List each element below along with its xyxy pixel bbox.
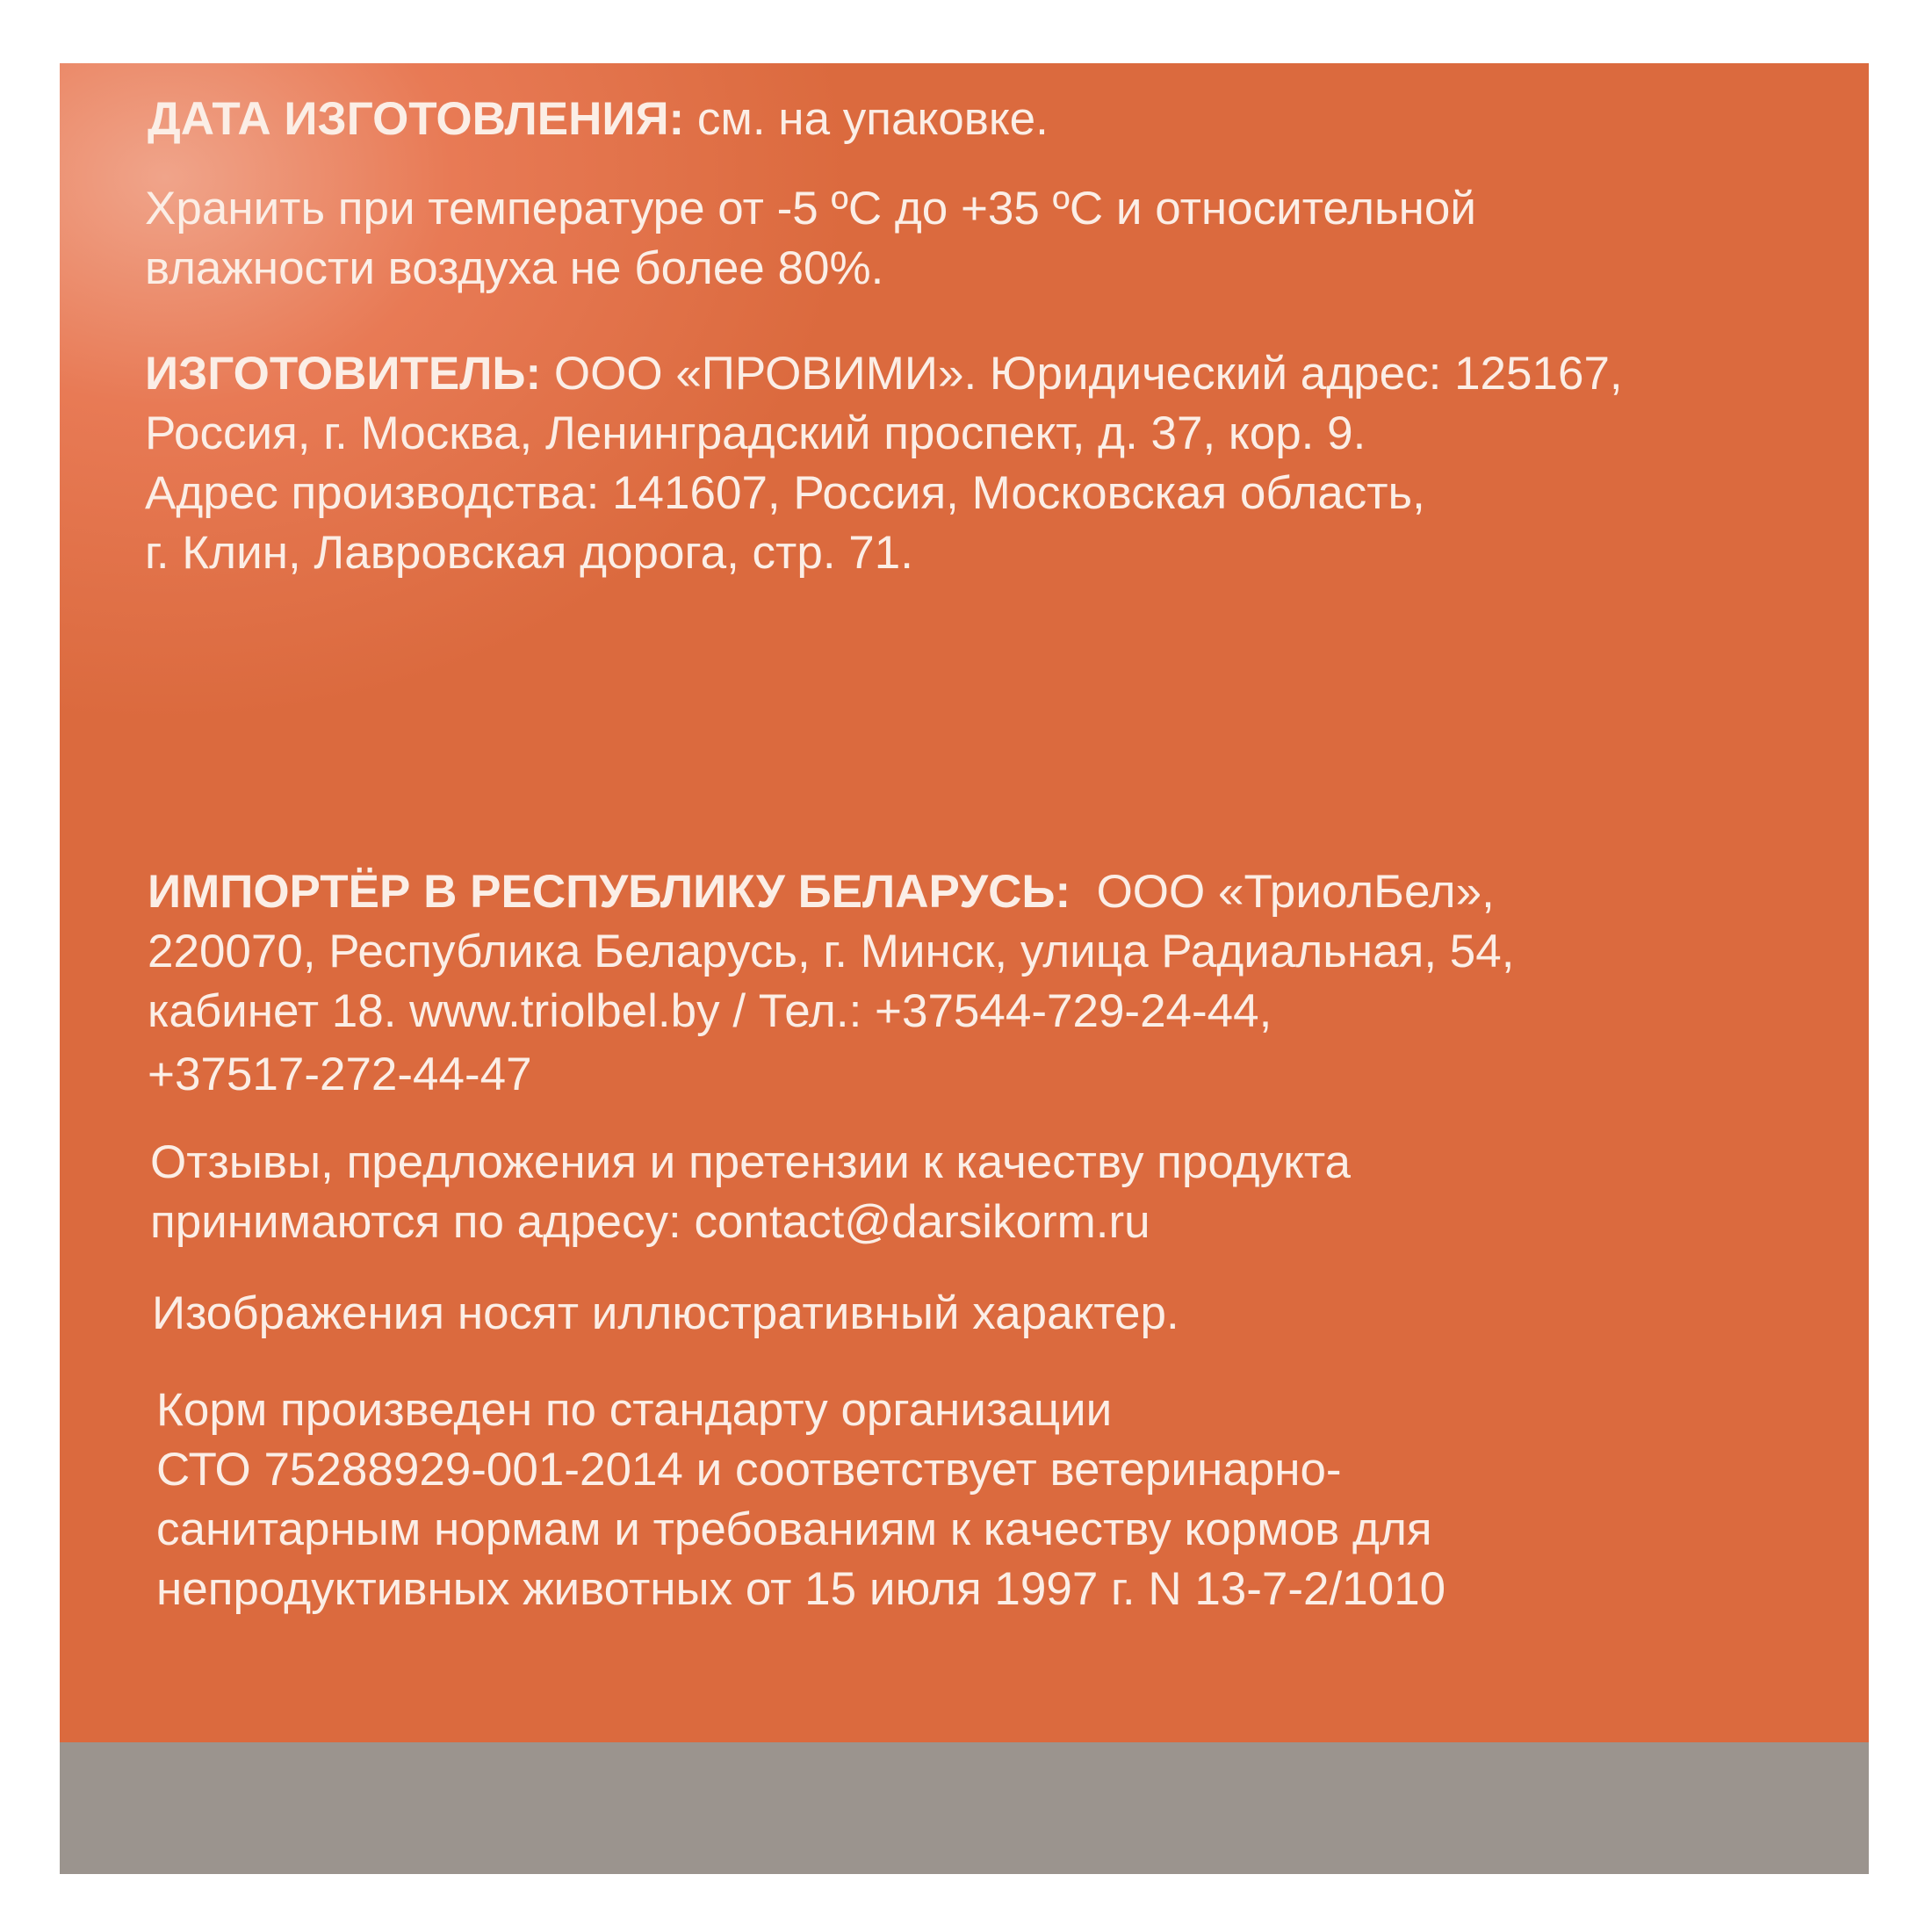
- manufacturer-line-1: ООО «ПРОВИМИ». Юридический адрес: 125167,: [541, 348, 1623, 400]
- storage-line-2: влажности воздуха не более 80%.: [145, 242, 884, 294]
- storage-paragraph: [145, 179, 1813, 299]
- storage-line-1: Хранить при температуре от -5 ºС до +35 ºС и относительной: [145, 183, 1476, 234]
- production-date-label: ДАТА ИЗГОТОВЛЕНИЯ:: [148, 93, 685, 145]
- standard-line-4: непродуктивных животных от 15 июля 1997 г. N 13-7-2/1010: [156, 1563, 1446, 1615]
- importer-first-line: [148, 862, 1860, 922]
- standard-paragraph: [156, 1381, 1869, 1619]
- feedback-paragraph: [150, 1133, 1819, 1252]
- importer-label: ИМПОРТЁР В РЕСПУБЛИКУ БЕЛАРУСЬ:: [148, 866, 1071, 918]
- importer-line-1: ООО «ТриолБел»,: [1071, 866, 1495, 918]
- manufacturer-label: ИЗГОТОВИТЕЛЬ:: [145, 348, 542, 400]
- production-date-value: см. на упаковке.: [684, 93, 1049, 145]
- standard-line-2: СТО 75288929-001-2014 и соответствует ветеринарно-: [156, 1444, 1342, 1496]
- manufacturer-paragraph: [145, 344, 1857, 583]
- importer-line-3: кабинет 18. www.triolbel.by / Тел.: +37544-729-24-44,: [148, 985, 1272, 1037]
- manufacturer-line-4: г. Клин, Лавровская дорога, стр. 71.: [145, 527, 913, 579]
- manufacturer-line-2: Россия, г. Москва, Ленинградский проспект, д. 37, кор. 9.: [145, 407, 1366, 459]
- production-date-paragraph: [148, 90, 1049, 149]
- disclaimer-text: Изображения носят иллюстративный характер.: [152, 1287, 1179, 1339]
- feedback-line-1: Отзывы, предложения и претензии к качеству продукта: [150, 1136, 1352, 1188]
- grey-footer-band: [60, 1742, 1869, 1874]
- importer-phone-2: +37517-272-44-47: [148, 1049, 532, 1100]
- orange-info-panel: [60, 63, 1869, 1742]
- standard-line-1: Корм произведен по стандарту организации: [156, 1384, 1113, 1436]
- standard-line-3: санитарным нормам и требованиям к качеству кормов для: [156, 1503, 1432, 1555]
- manufacturer-first-line: [145, 344, 1857, 404]
- feedback-line-2: принимаются по адресу: contact@darsikorm.ru: [150, 1196, 1150, 1248]
- importer-line-2: 220070, Республика Беларусь, г. Минск, улица Радиальная, 54,: [148, 926, 1515, 977]
- manufacturer-line-3: Адрес производства: 141607, Россия, Московская область,: [145, 467, 1425, 519]
- importer-paragraph: [148, 862, 1860, 1042]
